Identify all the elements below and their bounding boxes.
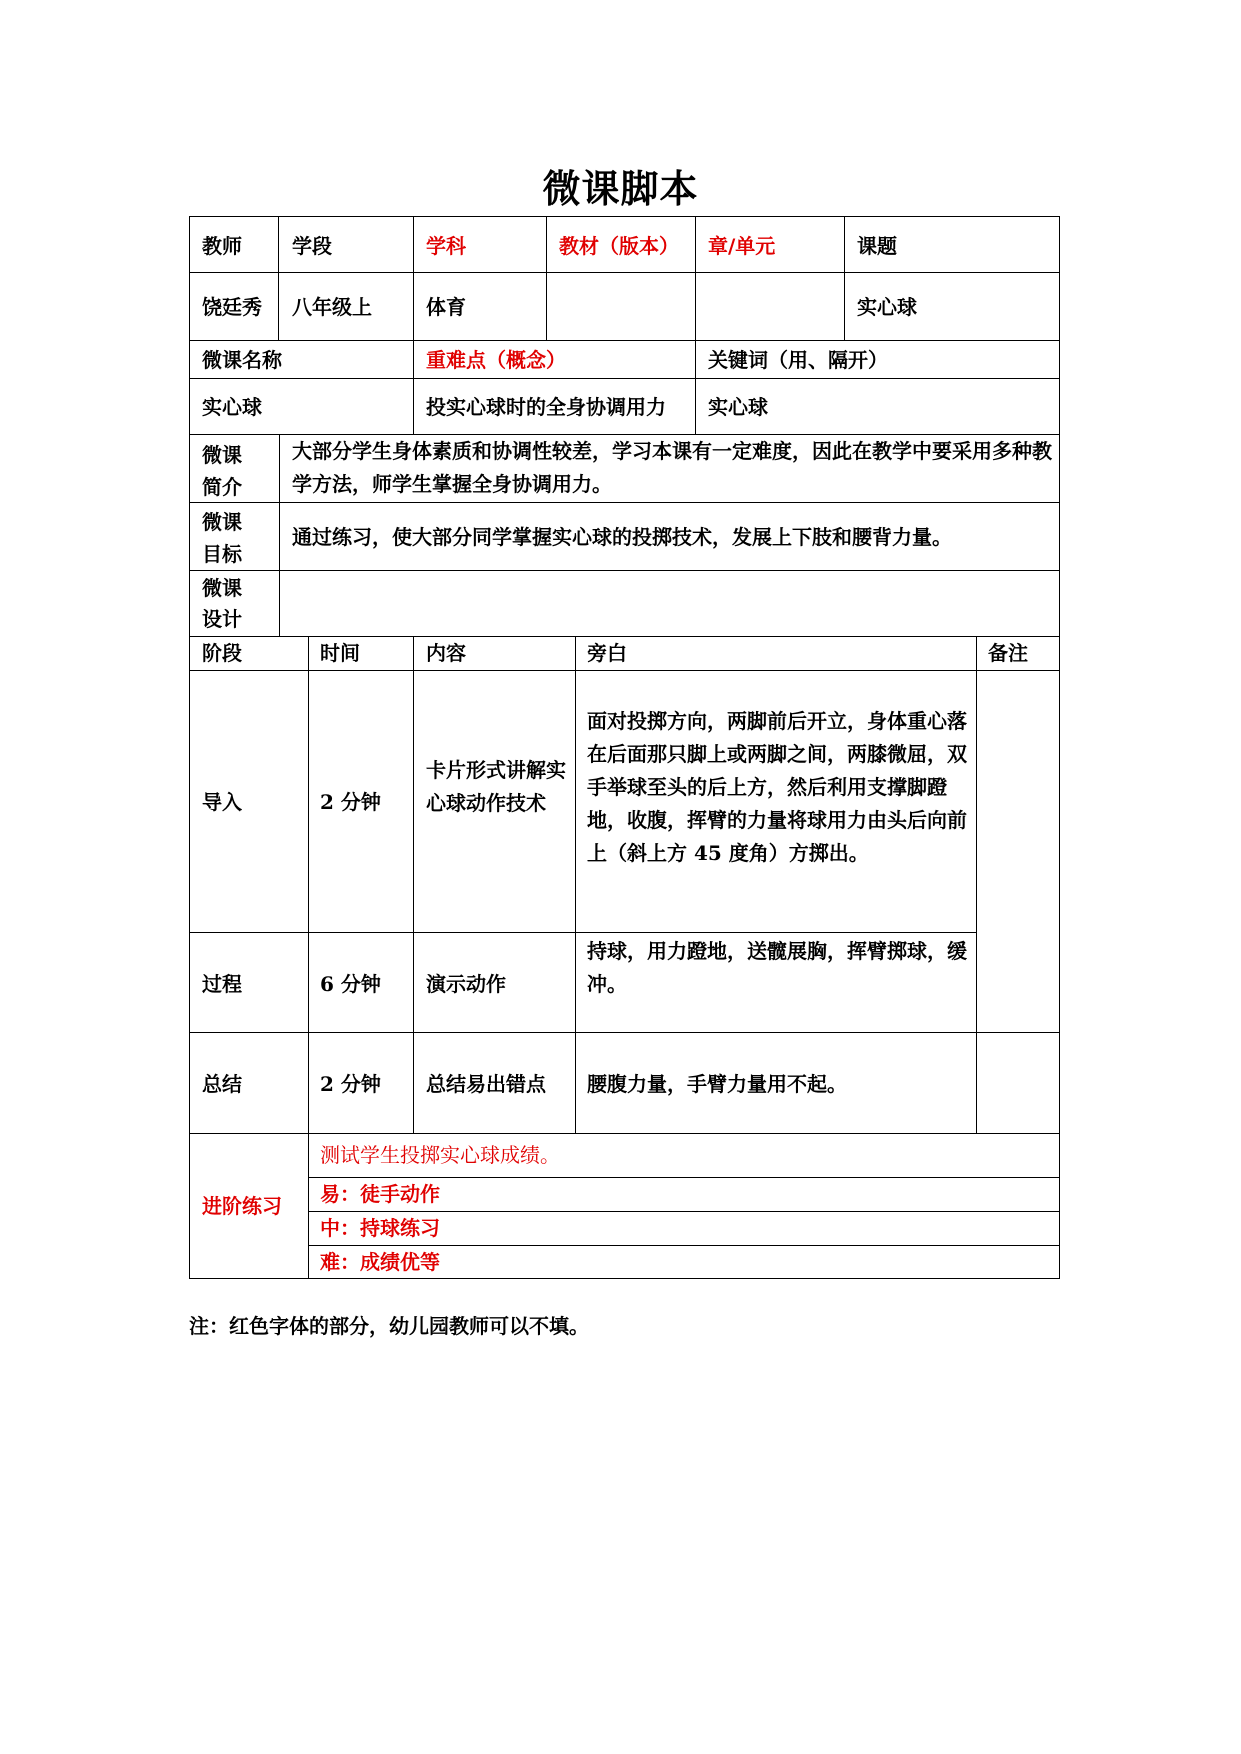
- goal-label-2: 目标: [202, 542, 242, 566]
- row-time: 6 分钟: [320, 972, 381, 996]
- advanced-easy: 易：徒手动作: [320, 1182, 440, 1206]
- key-points-value: 投实心球时的全身协调用力: [426, 395, 666, 419]
- schedule-time-header: 时间: [320, 641, 360, 665]
- subject-value: 体育: [426, 295, 466, 319]
- schedule-remark-header: 备注: [988, 641, 1028, 665]
- design-label-1: 微课: [202, 576, 242, 600]
- row-stage: 过程: [202, 972, 242, 996]
- intro-text: 大部分学生身体素质和协调性较差，学习本课有一定难度，因此在教学中要采用多种教学方法，师学生掌握全身协调用力。: [292, 439, 1052, 496]
- goal-label-1: 微课: [202, 510, 242, 534]
- textbook-header: 教材（版本）: [559, 234, 679, 258]
- design-label-2: 设计: [202, 607, 242, 631]
- stage-value: 八年级上: [292, 295, 372, 319]
- row-narration: 持球，用力蹬地，送髋展胸，挥臂掷球，缓冲。: [587, 939, 967, 996]
- schedule-narration-header: 旁白: [587, 641, 627, 665]
- schedule-stage-header: 阶段: [202, 641, 242, 665]
- row-time: 2 分钟: [320, 790, 381, 814]
- topic-header: 课题: [857, 234, 897, 258]
- stage-header: 学段: [292, 234, 332, 258]
- subject-header: 学科: [426, 234, 466, 258]
- intro-label-1: 微课: [202, 443, 242, 467]
- intro-label-2: 简介: [202, 475, 242, 499]
- row-content: 演示动作: [426, 972, 506, 996]
- row-narration: 腰腹力量，手臂力量用不起。: [587, 1072, 847, 1096]
- teacher-value: 饶廷秀: [202, 295, 262, 319]
- key-points-header: 重难点（概念）: [426, 348, 566, 372]
- row-stage: 总结: [202, 1072, 242, 1096]
- keywords-value: 实心球: [708, 395, 768, 419]
- advanced-medium: 中：持球练习: [320, 1216, 440, 1240]
- goal-text: 通过练习，使大部分同学掌握实心球的投掷技术，发展上下肢和腰背力量。: [292, 525, 952, 549]
- advanced-label: 进阶练习: [202, 1194, 282, 1218]
- teacher-header: 教师: [202, 234, 242, 258]
- row-narration: 面对投掷方向，两脚前后开立，身体重心落在后面那只脚上或两脚之间，两膝微屈，双手举球至头的后上方，然后利用支撑脚蹬地，收腹，挥臂的力量将球用力由头后向前上（斜上方 45 度角）方掷出。: [587, 709, 967, 865]
- micro-name-header: 微课名称: [202, 348, 282, 372]
- chapter-header: 章/单元: [708, 234, 776, 258]
- topic-value: 实心球: [857, 295, 917, 319]
- row-stage: 导入: [202, 790, 242, 814]
- schedule-content-header: 内容: [426, 641, 466, 665]
- row-content: 总结易出错点: [426, 1072, 546, 1096]
- row-content: 卡片形式讲解实心球动作技术: [426, 758, 566, 815]
- advanced-hard: 难：成绩优等: [320, 1250, 440, 1274]
- row-time: 2 分钟: [320, 1072, 381, 1096]
- keywords-header: 关键词（用、隔开）: [708, 348, 888, 372]
- advanced-test: 测试学生投掷实心球成绩。: [320, 1143, 560, 1167]
- micro-name-value: 实心球: [202, 395, 262, 419]
- footnote: 注：红色字体的部分，幼儿园教师可以不填。: [189, 1314, 589, 1338]
- page-title: 微课脚本: [542, 166, 699, 211]
